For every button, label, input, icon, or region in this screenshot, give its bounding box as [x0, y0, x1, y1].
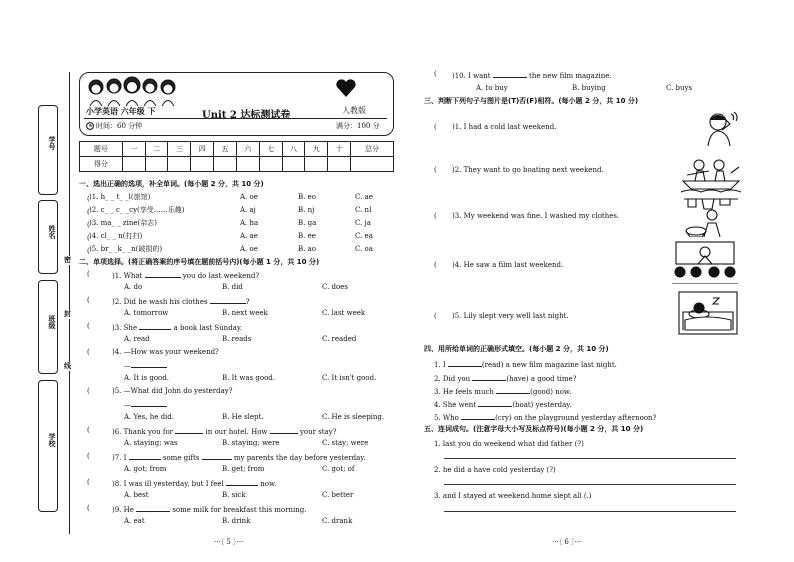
option-a[interactable]: A. It is good.	[124, 374, 169, 382]
option-b[interactable]: B. ee	[298, 232, 316, 240]
answer-bracket-open: (	[434, 166, 437, 174]
option-a[interactable]: A. got; from	[124, 465, 167, 473]
answer-bracket-open: (	[87, 348, 90, 356]
answer-bracket-open: (	[434, 212, 437, 220]
section-5-heading: 五、连词成句。(注意字母大小写及标点符号)(每小题 2 分，共 10 分)	[424, 425, 644, 433]
table-cell: 四	[191, 142, 214, 157]
table-cell: 八	[282, 142, 305, 157]
fill-blank[interactable]	[448, 359, 482, 367]
option-a[interactable]: A. aj	[240, 206, 256, 214]
scrambled-words: 2. he did a have cold yesterday (?)	[434, 466, 556, 474]
question-text: )2. Did he wash his clothes ?	[112, 298, 250, 306]
heart-icon	[335, 78, 357, 98]
header-divider	[84, 118, 387, 119]
option-b[interactable]: B. It was good.	[222, 374, 275, 382]
edition-label: 人教版	[342, 106, 366, 115]
option-c[interactable]: C. drank	[322, 517, 353, 525]
scrambled-words: 3. and I stayed at weekend home slept all (.)	[434, 492, 592, 500]
question-text: )5. br_ _k_ _n(破损的)	[89, 245, 163, 253]
fill-line: 1. I (read) a new film magazine last night.	[434, 361, 617, 369]
score-input-cell[interactable]	[214, 157, 237, 172]
table-cell: 题号	[80, 142, 123, 157]
score-input-cell[interactable]	[122, 157, 145, 172]
score-input-cell[interactable]	[236, 157, 259, 172]
table-cell: 五	[214, 142, 237, 157]
answer-line[interactable]	[444, 511, 736, 512]
option-c[interactable]: C. ja	[355, 219, 371, 227]
option-b[interactable]: B. eo	[298, 193, 316, 201]
answer-bracket-open: (	[87, 322, 90, 330]
option-c[interactable]: C. stay; were	[322, 439, 369, 447]
option-b[interactable]: B. staying; were	[222, 439, 280, 447]
answer-bracket-open: (	[87, 504, 90, 512]
option-a[interactable]: A. staying; was	[124, 439, 178, 447]
option-b[interactable]: B. sick	[222, 491, 246, 499]
option-a[interactable]: A. ae	[240, 232, 258, 240]
question-row	[79, 245, 399, 255]
score-table-score-row	[80, 157, 394, 172]
table-cell: 九	[305, 142, 328, 157]
answer-bracket-open: (	[434, 70, 437, 78]
time-limit: 时间：60 分钟	[96, 122, 143, 130]
option-c[interactable]: C. He is sleeping.	[322, 413, 385, 421]
option-a[interactable]: A. oe	[240, 245, 258, 253]
answer-dash-line: —	[124, 360, 167, 371]
option-c[interactable]: C. oa	[355, 245, 373, 253]
option-c[interactable]: C. last week	[322, 309, 366, 317]
table-cell: 十	[328, 142, 351, 157]
score-input-cell[interactable]	[351, 157, 394, 172]
question-text: )3. She a book last Sunday.	[112, 324, 243, 332]
fill-line: 2. Did you (have) a good time?	[434, 375, 577, 383]
answer-line[interactable]	[444, 484, 736, 485]
option-c[interactable]: C. nl	[355, 206, 372, 214]
question-row	[79, 193, 399, 203]
score-table	[79, 141, 394, 172]
question-text: )4. cl_ _ n(打扫)	[89, 232, 143, 240]
score-input-cell[interactable]	[259, 157, 282, 172]
fill-blank[interactable]	[496, 386, 530, 394]
table-cell: 七	[259, 142, 282, 157]
option-b[interactable]: B. next week	[222, 309, 268, 317]
name-box: 姓名	[38, 200, 58, 274]
fill-blank[interactable]	[461, 412, 495, 420]
score-input-cell[interactable]	[282, 157, 305, 172]
option-b[interactable]: B. nj	[298, 206, 315, 214]
section-2-heading: 二、单项选择。(将正确答案的序号填在题前括号内)(每小题 1 分，共 10 分)	[79, 258, 320, 266]
school-box: 学校	[38, 380, 58, 512]
scrambled-words: 1. last you do weekend what did father (?)	[434, 440, 584, 448]
table-cell: 一	[122, 142, 145, 157]
statement-text: )3. My weekend was fine. I washed my clothes.	[452, 212, 620, 220]
question-row	[79, 219, 399, 229]
option-c[interactable]: C. got; of	[322, 465, 355, 473]
question-text: )7. I some gifts my parents the day before yesterday.	[112, 454, 366, 462]
option-b[interactable]: B. ga	[298, 219, 317, 227]
question-text: )5. —What did John do yesterday?	[112, 387, 233, 395]
fill-line: 3. He feels much (good) now.	[434, 388, 572, 396]
boating-illustration	[681, 153, 741, 193]
question-row	[79, 206, 399, 216]
question-text: )1. h_ _ t_ _l(旅馆)	[89, 193, 151, 201]
option-a[interactable]: A. to buy	[476, 84, 508, 92]
statement-text: )5. Lily slept very well last night.	[452, 312, 569, 320]
question-text: )1. What you do last weekend?	[112, 272, 260, 280]
question-text: )9. He some milk for breakfast this morning.	[112, 506, 307, 514]
answer-bracket-open: (	[87, 452, 90, 460]
children-illustration	[86, 75, 178, 107]
option-c[interactable]: C. ae	[355, 193, 373, 201]
option-a[interactable]: A. read	[124, 335, 150, 343]
question-text: )10. I want the new film magazine.	[452, 72, 612, 80]
answer-bracket-open: (	[87, 426, 90, 434]
page-number-left: ···〔 5 〕···	[214, 538, 244, 546]
exam-title: Unit 2 达标测试卷	[202, 110, 291, 121]
answer-dash-line: —	[124, 399, 167, 410]
question-text: )4. —How was your weekend?	[112, 348, 219, 356]
fill-blank[interactable]	[472, 373, 506, 381]
film-illustration	[668, 240, 742, 284]
score-input-cell[interactable]	[168, 157, 191, 172]
washing-clothes-illustration	[682, 193, 740, 237]
table-cell: 六	[236, 142, 259, 157]
option-b[interactable]: B. reads	[222, 335, 252, 343]
answer-line[interactable]	[444, 458, 736, 459]
statement-text: )1. I had a cold last weekend.	[452, 123, 557, 131]
answer-bracket-open: (	[434, 123, 437, 131]
seal-mark-mi: 密	[64, 256, 71, 264]
subject-label: 小学英语 六年级 下	[86, 107, 156, 116]
answer-bracket-open: (	[434, 261, 437, 269]
option-a[interactable]: A. eat	[124, 517, 145, 525]
section-1-heading: 一、选出正确的选项，补全单词。(每小题 2 分，共 10 分)	[79, 180, 264, 188]
answer-bracket-open: (	[434, 312, 437, 320]
section-3-heading: 三、判断下列句子与图片是(T)否(F)相符。(每小题 2 分，共 10 分)	[424, 97, 639, 105]
clock-icon	[86, 122, 94, 130]
option-b[interactable]: B. did	[222, 283, 243, 291]
answer-bracket-open: (	[87, 296, 90, 304]
score-input-cell[interactable]	[328, 157, 351, 172]
option-a[interactable]: A. Yes, he did.	[124, 413, 175, 421]
question-text: )2. c_ _ c_ _cy(享受……乐趣)	[89, 206, 185, 214]
fill-blank[interactable]	[478, 399, 512, 407]
table-cell: 得分	[80, 157, 123, 172]
option-b[interactable]: B. buying	[572, 84, 606, 92]
option-a[interactable]: A. tomorrow	[124, 309, 169, 317]
table-cell: 三	[168, 142, 191, 157]
fill-line: 5. Who (cry) on the playground yesterday afternoon?	[434, 414, 657, 422]
section-4-heading: 四、用所给单词的正确形式填空。(每小题 2 分，共 10 分)	[424, 345, 609, 353]
score-input-cell[interactable]	[145, 157, 168, 172]
option-c[interactable]: C. better	[322, 491, 354, 499]
option-c[interactable]: C. readed	[322, 335, 357, 343]
option-a[interactable]: A. oe	[240, 193, 258, 201]
score-input-cell[interactable]	[191, 157, 214, 172]
question-text: )3. ma_ _ zine(杂志)	[89, 219, 157, 227]
answer-bracket-open: ( ( ( ( (	[87, 195, 90, 255]
page-number-right: ···〔 6 〕···	[552, 538, 582, 546]
option-a[interactable]: A. do	[124, 283, 143, 291]
seal-mark-xian: 线	[64, 362, 71, 370]
statement-text: )2. They want to go boating next weekend.	[452, 166, 604, 174]
option-b[interactable]: B. get; from	[222, 465, 265, 473]
question-text: )8. I was ill yesterday, but I feel now.	[112, 480, 277, 488]
table-cell: 二	[145, 142, 168, 157]
score-table-header-row	[80, 142, 394, 157]
question-text: )6. Thank you for in our hotel. How your stay?	[112, 428, 337, 436]
option-a[interactable]: A. ha	[240, 219, 259, 227]
cold-illustration	[700, 110, 740, 146]
option-b[interactable]: B. He slept.	[222, 413, 264, 421]
option-b[interactable]: B. drink	[222, 517, 251, 525]
table-cell: 总分	[351, 142, 394, 157]
class-box: 班级	[38, 280, 58, 374]
option-c[interactable]: C. It isn't good.	[322, 374, 377, 382]
option-c[interactable]: C. buys	[666, 84, 693, 92]
answer-bracket-open: (	[87, 270, 90, 278]
seal-mark-feng: 封	[64, 310, 71, 318]
answer-bracket-open: (	[87, 387, 90, 395]
option-a[interactable]: A. best	[124, 491, 149, 499]
statement-text: )4. He saw a film last weekend.	[452, 261, 564, 269]
option-c[interactable]: C. ea	[355, 232, 373, 240]
seal-line	[69, 72, 70, 534]
answer-bracket-open: (	[87, 478, 90, 486]
fill-line: 4. She went (boat) yesterday.	[434, 401, 572, 409]
score-input-cell[interactable]	[305, 157, 328, 172]
option-c[interactable]: C. does	[322, 283, 348, 291]
full-score: 满分：100 分	[336, 122, 380, 130]
student-id-box: 学号	[38, 105, 58, 195]
sleeping-illustration	[677, 290, 739, 336]
header-banner	[79, 72, 394, 136]
option-b[interactable]: B. ao	[298, 245, 316, 253]
question-row	[79, 232, 399, 242]
